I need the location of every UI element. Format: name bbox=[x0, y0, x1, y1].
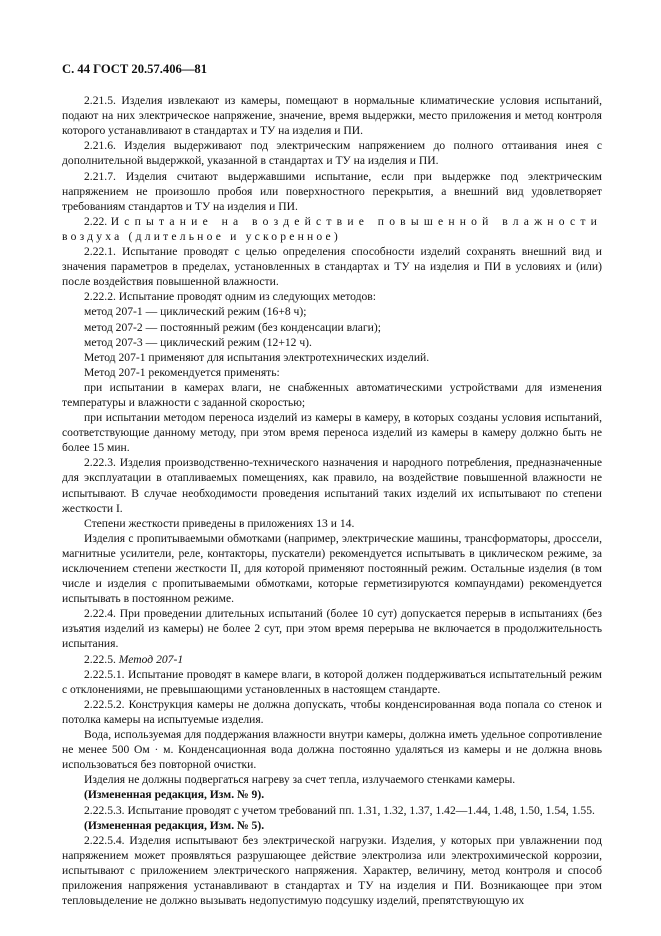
method-title: Метод 207-1 bbox=[118, 652, 184, 666]
paragraph: 2.22.2. Испытание проводят одним из следующих методов: bbox=[84, 290, 376, 304]
paragraph: при испытании в камерах влаги, не снабженных автоматическими устройствами для изменения температуры и влажности с заданной скоростью; bbox=[62, 380, 602, 409]
paragraph: 2.22.4. При проведении длительных испытаний (более 10 сут) допускается перерыв в испытаниях (без изъятия изделий из камеры) не более 2 сут, при этом время перерыва не включается в продолжительность испытания. bbox=[62, 607, 602, 651]
paragraph: 2.22.1. Испытание проводят с целью определения способности изделий сохранять внешний вид и значения параметров в пределах, установленных в стандартах и ТУ на изделия и ПИ в условиях и (или) после воздействия повышенной влажности. bbox=[62, 245, 602, 289]
amendment-note: (Измененная редакция, Изм. № 5). bbox=[84, 818, 265, 832]
method-item: метод 207-3 — циклический режим (12+12 ч). bbox=[84, 335, 312, 349]
paragraph: 2.21.5. Изделия извлекают из камеры, помещают в нормальные климатические условия испытаний, подают на них электрическое напряжение, значение, время выдержки, место приложения и метод контроля которого устанавливают в стандартах и ТУ на изделия и ПИ. bbox=[62, 94, 602, 138]
paragraph: Метод 207-1 рекомендуется применять: bbox=[84, 365, 280, 379]
paragraph: Изделия не должны подвергаться нагреву за счет тепла, излучаемого стенками камеры. bbox=[84, 773, 516, 787]
section-title-line2: воздуха (длительное и ускоренное) bbox=[62, 229, 341, 243]
paragraph: 2.22.5.2. Конструкция камеры не должна допускать, чтобы конденсированная вода попала со стенок и потолка камеры на испытуемые изделия. bbox=[62, 697, 602, 726]
method-item: метод 207-1 — циклический режим (16+8 ч); bbox=[84, 305, 307, 319]
paragraph: 2.22.5.3. Испытание проводят с учетом требований пп. 1.31, 1.32, 1.37, 1.42—1.44, 1.48, 1.50, 1.54, 1.55. bbox=[84, 803, 595, 817]
amendment-note: (Измененная редакция, Изм. № 9). bbox=[84, 788, 265, 802]
paragraph: 2.22.3. Изделия производственно-технического назначения и народного потребления, предназначенные для эксплуатации в отапливаемых помещениях, как правило, на воздействие повышенной влажности не испытывают. В случае необходимости проведения испытаний таких изделий их испытывают по степени жесткости I. bbox=[62, 456, 602, 515]
paragraph: Степени жесткости приведены в приложениях 13 и 14. bbox=[84, 516, 355, 530]
section-title: 2.22. Испытание на воздействие повышенной влажности bbox=[84, 214, 602, 228]
document-page bbox=[62, 62, 602, 908]
paragraph: 2.21.6. Изделия выдерживают под электрическим напряжением до полного оттаивания инея с дополнительной выдержкой, указанной в стандартах и ТУ на изделия и ПИ. bbox=[62, 139, 602, 168]
paragraph: 2.22.5.4. Изделия испытывают без электрической нагрузки. Изделия, у которых при увлажнении под напряжением может проявляться разрушающее действие электролиза или электрохимической коррозии, испытывают с приложением электрического напряжения. Характер, величину, метод контроля и способ приложения напряжения устанавливают в стандартах и ТУ на изделия и ПИ. Возникающее при этом тепловыделение не должно вызывать недопустимую подсушку изделий, препятствующую их bbox=[62, 833, 602, 908]
method-heading: 2.22.5. Метод 207-1 bbox=[84, 652, 184, 666]
paragraph: Изделия с пропитываемыми обмотками (например, электрические машины, трансформаторы, дроссели, магнитные усилители, реле, контакторы, пускатели) рекомендуется испытывать в циклическом режиме, за исключением степени жесткости II, для которой применяют постоянный режим. Остальные изделия (в том числе и изделия с пропитываемыми обмотками, которые герметизируются компаундами) рекомендуется испытывать в постоянном режиме. bbox=[62, 531, 602, 606]
page-header: С. 44 ГОСТ 20.57.406—81 bbox=[62, 62, 207, 76]
paragraph: 2.21.7. Изделия считают выдержавшими испытание, если при выдержке под электрическим напряжением не произошло пробоя или поверхностного перекрытия, а внешний вид удовлетворяет требованиям стандартов и ТУ на изделия и ПИ. bbox=[62, 169, 602, 213]
section-title-line1: Испытание на воздействие повышенной влажности bbox=[110, 214, 602, 228]
paragraph: 2.22.5.1. Испытание проводят в камере влаги, в которой должен поддерживаться испытательный режим с отклонениями, не превышающими установленных в настоящем стандарте. bbox=[62, 667, 602, 696]
paragraph: Метод 207-1 применяют для испытания электротехнических изделий. bbox=[84, 350, 430, 364]
paragraph: Вода, используемая для поддержания влажности внутри камеры, должна иметь удельное сопротивление не менее 500 Ом · м. Конденсационная вода должна постоянно удаляться из камеры и не должна вновь использоваться без повторной очистки. bbox=[62, 728, 602, 772]
paragraph: при испытании методом переноса изделий из камеры в камеру, в которых созданы условия испытаний, соответствующие данному методу, при этом время переноса изделий из камеры в камеру должно быть не более 15 мин. bbox=[62, 411, 602, 455]
method-item: метод 207-2 — постоянный режим (без конденсации влаги); bbox=[84, 320, 381, 334]
